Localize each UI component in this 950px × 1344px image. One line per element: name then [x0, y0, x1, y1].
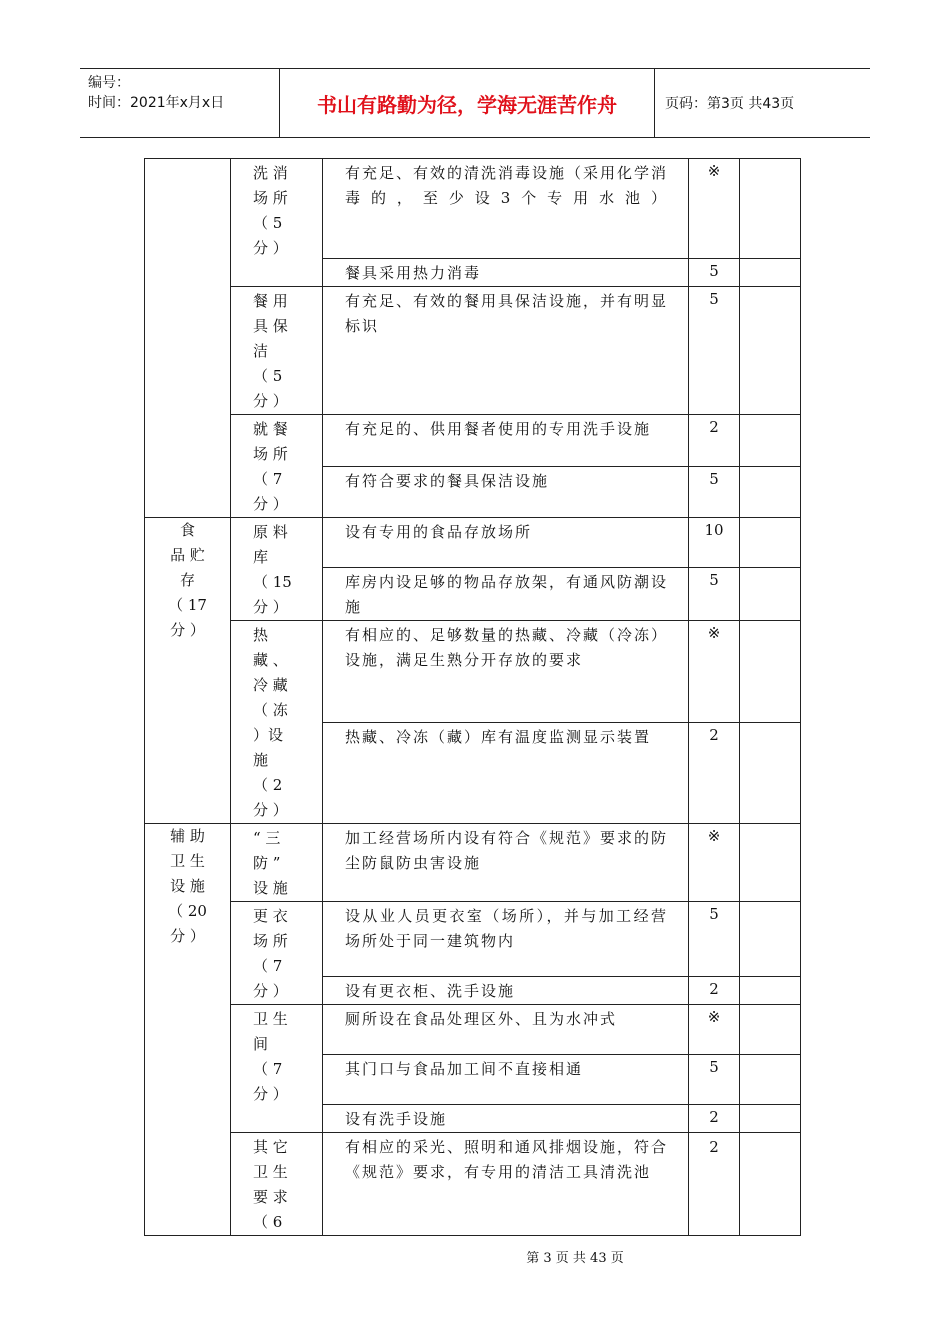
subcategory-cell: 热 藏 、 冷 藏 （ 冻 ）设 施 （ 2 分 ）	[231, 621, 323, 824]
score-cell: 2	[689, 1133, 740, 1236]
score-cell: 10	[689, 518, 740, 568]
blank-cell	[740, 518, 801, 568]
table-row	[145, 415, 801, 467]
requirement-cell: 有符合要求的餐具保洁设施	[323, 466, 689, 518]
requirement-cell: 其门口与食品加工间不直接相通	[323, 1055, 689, 1105]
score-cell: 2	[689, 977, 740, 1005]
score-cell: 5	[689, 1055, 740, 1105]
requirement-cell: 热藏、冷冻（藏）库有温度监测显示装置	[323, 723, 689, 824]
blank-cell	[740, 1055, 801, 1105]
blank-cell	[740, 1005, 801, 1055]
score-cell: ※	[689, 1005, 740, 1055]
table-row	[145, 1005, 801, 1055]
score-cell: 2	[689, 723, 740, 824]
table-row	[145, 159, 801, 259]
requirement-cell: 厕所设在食品处理区外、且为水冲式	[323, 1005, 689, 1055]
header-meta	[80, 69, 280, 137]
blank-cell	[740, 415, 801, 467]
table-row	[145, 902, 801, 977]
requirement-cell: 加工经营场所内设有符合《规范》要求的防尘防鼠防虫害设施	[323, 824, 689, 902]
table-row	[145, 824, 801, 902]
blank-cell	[740, 259, 801, 287]
blank-cell	[740, 977, 801, 1005]
score-cell: 5	[689, 259, 740, 287]
page-footer: 第 3 页 共 43 页	[526, 1251, 624, 1266]
score-cell: ※	[689, 824, 740, 902]
subcategory-cell: 原 料 库 （ 15 分 ）	[231, 518, 323, 621]
requirement-cell: 有相应的采光、照明和通风排烟设施，符合《规范》要求，有专用的清洁工具清洗池	[323, 1133, 689, 1236]
score-cell: ※	[689, 621, 740, 723]
subcategory-cell: 就 餐 场 所 （ 7 分 ）	[231, 415, 323, 518]
blank-cell	[740, 159, 801, 259]
blank-cell	[740, 824, 801, 902]
subcategory-cell: 更 衣 场 所 （ 7 分 ）	[231, 902, 323, 1005]
table-row	[145, 518, 801, 568]
blank-cell	[740, 287, 801, 415]
blank-cell	[740, 466, 801, 518]
requirement-cell: 设有专用的食品存放场所	[323, 518, 689, 568]
subcategory-cell: “ 三 防 ” 设 施	[231, 824, 323, 902]
requirement-cell: 有相应的、足够数量的热藏、冷藏（冷冻）设施，满足生熟分开存放的要求	[323, 621, 689, 723]
blank-cell	[740, 1105, 801, 1133]
inspection-table	[144, 158, 801, 1236]
subcategory-cell: 其 它 卫 生 要 求 （ 6	[231, 1133, 323, 1236]
requirement-cell: 库房内设足够的物品存放架，有通风防潮设施	[323, 568, 689, 621]
document-number-label: 编号：	[88, 75, 130, 91]
requirement-cell: 设从业人员更衣室（场所），并与加工经营场所处于同一建筑物内	[323, 902, 689, 977]
table-row	[145, 621, 801, 723]
page-header	[80, 68, 870, 138]
requirement-cell: 设有洗手设施	[323, 1105, 689, 1133]
requirement-cell: 餐具采用热力消毒	[323, 259, 689, 287]
requirement-cell: 有充足、有效的餐用具保洁设施，并有明显标识	[323, 287, 689, 415]
score-cell: 5	[689, 902, 740, 977]
subcategory-cell: 餐 用 具 保 洁 （ 5 分 ）	[231, 287, 323, 415]
subcategory-cell: 洗 消 场 所 （ 5 分 ）	[231, 159, 323, 287]
category-cell: 辅 助 卫 生 设 施 （ 20 分 ）	[145, 824, 231, 1236]
header-page-info: 页码：第3页 共43页	[665, 96, 795, 112]
score-cell: 2	[689, 1105, 740, 1133]
score-cell: 2	[689, 415, 740, 467]
document-time: 时间：2021年x月x日	[88, 95, 225, 111]
table-row	[145, 1133, 801, 1236]
header-motto: 书山有路勤为径，学海无涯苦作舟	[280, 69, 655, 137]
score-cell: 5	[689, 568, 740, 621]
requirement-cell: 有充足、有效的清洗消毒设施（采用化学消毒的，至少设3个专用水池）	[323, 159, 689, 259]
category-cell: 食 品 贮 存 （ 17 分 ）	[145, 518, 231, 824]
subcategory-cell: 卫 生 间 （ 7 分 ）	[231, 1005, 323, 1133]
blank-cell	[740, 902, 801, 977]
table-row	[145, 287, 801, 415]
blank-cell	[740, 723, 801, 824]
score-cell: ※	[689, 159, 740, 259]
requirement-cell: 有充足的、供用餐者使用的专用洗手设施	[323, 415, 689, 467]
score-cell: 5	[689, 466, 740, 518]
score-cell: 5	[689, 287, 740, 415]
category-cell	[145, 159, 231, 518]
blank-cell	[740, 1133, 801, 1236]
blank-cell	[740, 621, 801, 723]
blank-cell	[740, 568, 801, 621]
requirement-cell: 设有更衣柜、洗手设施	[323, 977, 689, 1005]
